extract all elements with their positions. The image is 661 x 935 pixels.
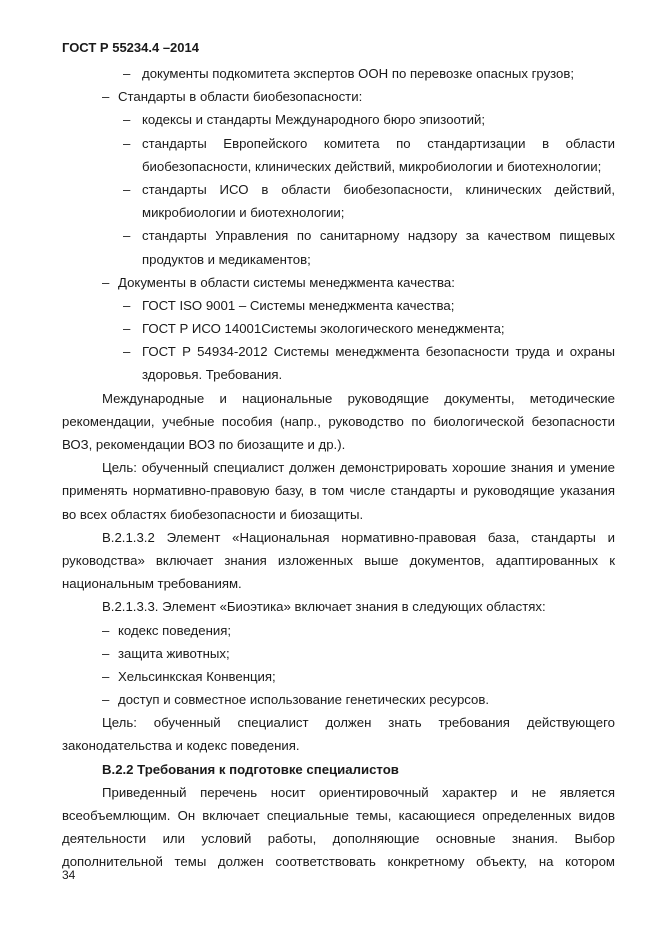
- document-header: ГОСТ Р 55234.4 –2014: [62, 40, 199, 55]
- paragraph-line: всеобъемлющим. Он включает специальные темы, касающиеся определенных видов: [62, 808, 615, 823]
- paragraph-line: ВОЗ, рекомендации ВОЗ по биозащите и др.).: [62, 437, 346, 452]
- list-item: – ГОСТ Р 54934-2012 Системы менеджмента безопасности труда и охраны: [123, 344, 615, 360]
- paragraph: Цель: обученный специалист должен демонстрировать хорошие знания и умение: [102, 460, 615, 476]
- paragraph-line: руководства» включает знания изложенных выше документов, адаптированных к: [62, 552, 615, 568]
- paragraph: В.2.1.3.3. Элемент «Биоэтика» включает знания в следующих областях:: [102, 599, 546, 615]
- paragraph-line: законодательства и кодекс поведения.: [62, 738, 300, 754]
- paragraph: Цель: обученный специалист должен знать требования действующего: [102, 715, 615, 731]
- list-item: – стандарты Управления по санитарному надзору за качеством пищевых: [123, 228, 615, 244]
- paragraph-line: во всех областях биобезопасности и биозащиты.: [62, 506, 364, 522]
- list-item: – Стандарты в области биобезопасности:: [102, 89, 363, 105]
- paragraph: В.2.1.3.2 Элемент «Национальная нормативно-правовая база, стандарты и: [102, 529, 615, 545]
- section-heading: В.2.2 Требования к подготовке специалистов: [102, 761, 399, 777]
- paragraph-line: рекомендации, учебные пособия (напр., руководство по биологической безопасности: [62, 413, 615, 429]
- document-body: [62, 62, 615, 874]
- list-item: – кодексы и стандарты Международного бюро эпизоотий;: [123, 112, 486, 128]
- list-item: – документы подкомитета экспертов ООН по перевозке опасных грузов;: [123, 66, 575, 81]
- list-item: – доступ и совместное использование генетических ресурсов.: [102, 692, 490, 708]
- list-item-continuation: микробиологии и биотехнологии;: [142, 205, 345, 221]
- list-item-continuation: здоровья. Требования.: [142, 367, 283, 383]
- list-item: – кодекс поведения;: [102, 622, 232, 638]
- list-item: – Хельсинкская Конвенция;: [102, 668, 276, 684]
- paragraph: Приведенный перечень носит ориентировочный характер и не является: [102, 784, 615, 800]
- page-number: 34: [62, 868, 76, 882]
- paragraph: Международные и национальные руководящие документы, методические: [102, 390, 615, 406]
- list-item: – Документы в области системы менеджмента качества:: [102, 274, 455, 290]
- paragraph-line: деятельности или условий работы, дополняющие основные знания. Выбор: [62, 831, 615, 847]
- list-item-continuation: биобезопасности, клинических действий, микробиологии и биотехнологии;: [142, 158, 602, 174]
- list-item: – ГОСТ Р ИСО 14001Системы экологического менеджмента;: [123, 321, 505, 337]
- list-item: – ГОСТ ISO 9001 – Системы менеджмента качества;: [123, 297, 455, 313]
- list-item: – стандарты Европейского комитета по стандартизации в области: [123, 135, 615, 151]
- list-item: – защита животных;: [102, 645, 230, 661]
- paragraph-line: применять нормативно-правовую базу, в том числе стандарты и руководящие указания: [62, 483, 615, 499]
- list-item-continuation: продуктов и медикаментов;: [142, 251, 311, 267]
- list-item: – стандарты ИСО в области биобезопасности, клинических действий,: [123, 181, 615, 197]
- paragraph-line: национальным требованиям.: [62, 576, 242, 592]
- paragraph-line: дополнительной темы должен соответствовать конкретному объекту, на котором: [62, 854, 615, 870]
